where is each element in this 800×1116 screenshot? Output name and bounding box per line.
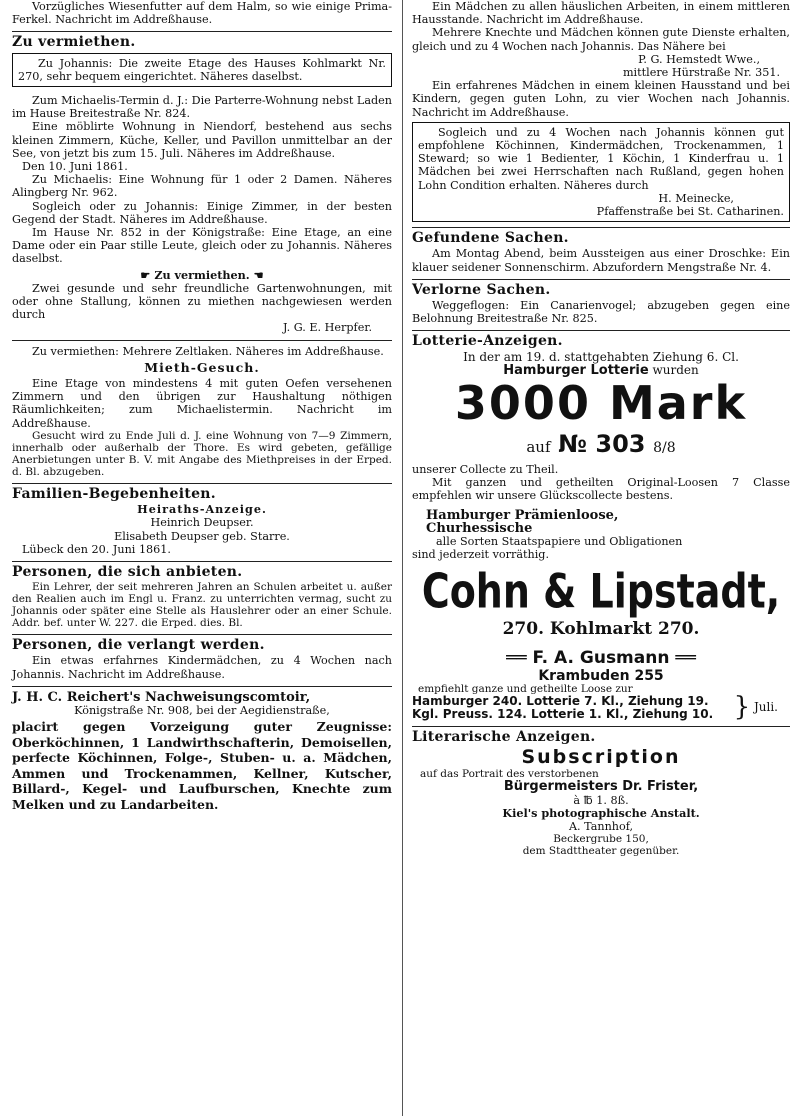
boxed-ad [412,122,790,222]
ad-signature: J. G. E. Herpfer. [283,321,372,335]
ad-text: Ein Mädchen zu allen häuslichen Arbeiten, in einem mittleren Hausstande. Nachricht im Addreßhause. [412,0,790,27]
lottery-number: № 303 [558,430,646,459]
divider [12,634,392,635]
divider [12,483,392,484]
section-heading-verloren: Verlorne Sachen. [412,281,551,298]
gusmann-line: empfiehlt ganze und getheilte Loose zur [418,682,633,695]
ad-text: Ein erfahrenes Mädchen in einem kleinen Hausstand und bei Kindern, gegen guten Lohn, zu vier Wochen nach Johannis. Nachricht im Addreßhause. [412,79,790,119]
column-divider [402,0,403,1116]
ad-signature: H. Meinecke, [658,191,734,205]
ad-date: Den 10. Juni 1861. [22,160,128,174]
lottery-fraction: 8/8 [653,440,676,457]
section-heading-verlangt: Personen, die verlangt werden. [12,637,265,654]
subscription-address: dem Stadttheater gegenüber. [522,845,680,858]
reichert-body: placirt gegen Vorzeigung guter Zeugnisse: Oberköchinnen, 1 Landwirthschafterin, Demoisellen, perfecte Köchinnen, Folge-, Stuben- u. a. Mädchen, Ammen und Trockenammen, Kellner, Kutscher, Billard-, Kegel- und Laufburschen, Knechte zum Melken und zu Landarbeiten. [12,719,392,812]
section-heading-personen: Personen, die sich anbieten. [12,563,243,580]
pointing-hand-icon: ☚ [249,267,264,282]
gusmann-month: } Juli. [733,692,778,723]
gusmann-lotteries [412,692,790,723]
section-heading-gefunden: Gefundene Sachen. [412,230,569,247]
subscription-line: auf das Portrait des verstorbenen [420,768,599,781]
section-heading-lotterie: Lotterie-Anzeigen. [412,333,563,350]
left-column [12,0,392,812]
divider [12,31,392,32]
double-rule-icon: ══ [669,647,696,668]
section-subheading-gesuch: Mieth-Gesuch. [144,359,260,375]
divider [412,227,790,228]
boxed-ad-text: Zu Johannis: Die zweite Etage des Hauses Kohlmarkt Nr. 270, sehr bequem eingerichtet. Näheres daselbst. [18,56,386,83]
ad-text: Gesucht wird zu Ende Juli d. J. eine Wohnung von 7—9 Zimmern, innerhalb oder außerhalb der Thore. Es wird gebeten, gefällige Anerbietungen unter B. V. mit Angabe des Miethpreises in der Erped. d. Bl. abzugeben. [12,429,392,478]
marriage-name: Elisabeth Deupser geb. Starre. [114,529,290,543]
ad-text: Eine Etage von mindestens 4 mit guten Oefen versehenen Zimmern und den übrigen zur Haushaltung nöthigen Räumlichkeiten; zum Michaelistermin. Nachricht im Addreßhause. [12,377,392,430]
ad-text: unserer Collecte zu Theil. [412,463,559,477]
lottery-item: sind jederzeit vorräthig. [412,548,550,562]
ad-title: ☛ Zu vermiethen. ☚ [140,267,264,282]
subscription-address: A. Tannhof, [568,819,634,833]
gusmann-name: ══ F. A. Gusmann ══ [506,647,696,668]
gusmann-lottery: Hamburger 240. Lotterie 7. Kl., Ziehung 19. [412,693,709,708]
gusmann-address: Krambuden 255 [538,667,664,684]
ad-text: Sogleich oder zu Johannis: Einige Zimmer, in der besten Gegend der Stadt. Näheres im Addreßhause. [12,199,392,226]
ad-text: Ein etwas erfahrnes Kindermädchen, zu 4 Wochen nach Johannis. Nachricht im Addreßhause. [12,654,392,681]
lottery-item: alle Sorten Staatspapiere und Obligationen [436,535,683,549]
marriage-date: Lübeck den 20. Juni 1861. [22,542,171,556]
divider [412,279,790,280]
divider [12,340,392,341]
ad-text: Mit ganzen und getheilten Original-Loosen 7 Classe empfehlen wir unsere Glückscollecte bestens. [412,476,790,503]
subscription-name: Bürgermeisters Dr. Frister, [503,779,699,795]
reichert-title: J. H. C. Reichert's Nachweisungscomtoir, [12,689,311,705]
divider [12,561,392,562]
lottery-item: Churhessische [426,520,533,536]
ad-text: Zu vermiethen: Mehrere Zeltlaken. Näheres im Addreßhause. [32,344,384,358]
ad-text: Ein Lehrer, der seit mehreren Jahren an Schulen arbeitet u. außer den Realien auch im Engl u. Franz. zu unterrichten vermag, sucht zu Johannis oder später eine Stelle als Hauslehrer oder an einer Schule. Addr. bef. unter W. 227. die Erped. dies. Bl. [12,581,392,630]
ad-text: Mehrere Knechte und Mädchen können gute Dienste erhalten, gleich und zu 4 Wochen nach Johannis. Das Nähere bei [412,26,790,53]
pointing-hand-icon: ☛ [140,267,155,282]
gusmann-lottery: Kgl. Preuss. 124. Lotterie 1. Kl., Ziehung 10. [412,706,714,721]
subscription-address: Beckergrube 150, [553,833,649,846]
ad-text: Am Montag Abend, beim Aussteigen aus einer Droschke: Ein klauer seidener Sonnenschirm. Abzufordern Mengstraße Nr. 4. [412,247,790,274]
reichert-address: Königstraße Nr. 908, bei der Aegidienstraße, [74,703,330,717]
subscription-title: Subscription [521,746,681,769]
lottery-item: Hamburger Prämienloose, [426,507,619,523]
lottery-name: Hamburger Lotterie [503,362,649,378]
divider [12,686,392,687]
ad-intro: Vorzügliches Wiesenfutter auf dem Halm, so wie einige Prima-Ferkel. Nachricht im Addreßhause. [12,0,392,27]
ad-text: Zu Michaelis: Eine Wohnung für 1 oder 2 Damen. Näheres Alingberg Nr. 962. [12,173,392,200]
cohn-lipstadt-address: 270. Kohlmarkt 270. [502,618,700,639]
section-heading-literarisch: Literarische Anzeigen. [412,729,596,746]
divider [412,726,790,727]
cohn-lipstadt-name: Cohn & Lipstadt, [421,563,781,618]
lottery-intro: In der am 19. d. stattgehabten Ziehung 6. Cl. [463,349,739,364]
ad-text: Zwei gesunde und sehr freundliche Gartenwohnungen, mit oder ohne Stallung, können zu miethen nachgewiesen werden durch [12,281,392,322]
ad-text: Im Hause Nr. 852 in der Königstraße: Eine Etage, an eine Dame oder ein Paar stille Leute, gleich oder zu Johannis. Näheres daselbst. [12,226,392,266]
ad-signature: P. G. Hemstedt Wwe., [638,52,760,66]
double-rule-icon: ══ [506,647,533,668]
right-column [412,0,790,857]
section-heading-vermiethen: Zu vermiethen. [12,34,136,51]
ad-text: Zum Michaelis-Termin d. J.: Die Parterre-Wohnung nebst Laden im Hause Breitestraße Nr. 824. [12,94,392,121]
lottery-amount: 3000 Mark [454,376,748,431]
boxed-ad-text: Sogleich und zu 4 Wochen nach Johannis können gut empfohlene Köchinnen, Kindermädchen, Trockenammen, 1 Steward; so wie 1 Bedienter, 1 Köchin, 1 Kinderfrau u. 1 Mädchen bei zwei Herrschaften nach Rußland, gegen hohen Lohn Condition erhalten. Näheres durch [418,125,784,192]
subscription-firm: Kiel's photographische Anstalt. [502,805,700,820]
divider [412,330,790,331]
section-heading-familien: Familien-Begebenheiten. [12,485,216,502]
lottery-number-line [412,429,790,463]
lottery-wurden: wurden [652,362,699,377]
marriage-title: Heiraths-Anzeige. [137,502,267,517]
subscription-price: à ℔ 1. 8ß. [573,793,629,807]
ad-text: Eine möblirte Wohnung in Niendorf, bestehend aus sechs kleinen Zimmern, Küche, Keller, und Pavillon unmittelbar an der See, von jetzt bis zum 15. Juli. Näheres im Addreßhause. [12,120,392,160]
ad-signature: mittlere Hürstraße Nr. 351. [622,66,780,80]
marriage-name: Heinrich Deupser. [150,516,254,530]
lottery-auf: auf [526,438,551,457]
ad-text: Weggeflogen: Ein Canarienvogel; abzugeben gegen eine Belohnung Breitestraße Nr. 825. [412,299,790,326]
ad-signature: Pfaffenstraße bei St. Catharinen. [596,205,784,219]
boxed-ad [12,53,392,87]
